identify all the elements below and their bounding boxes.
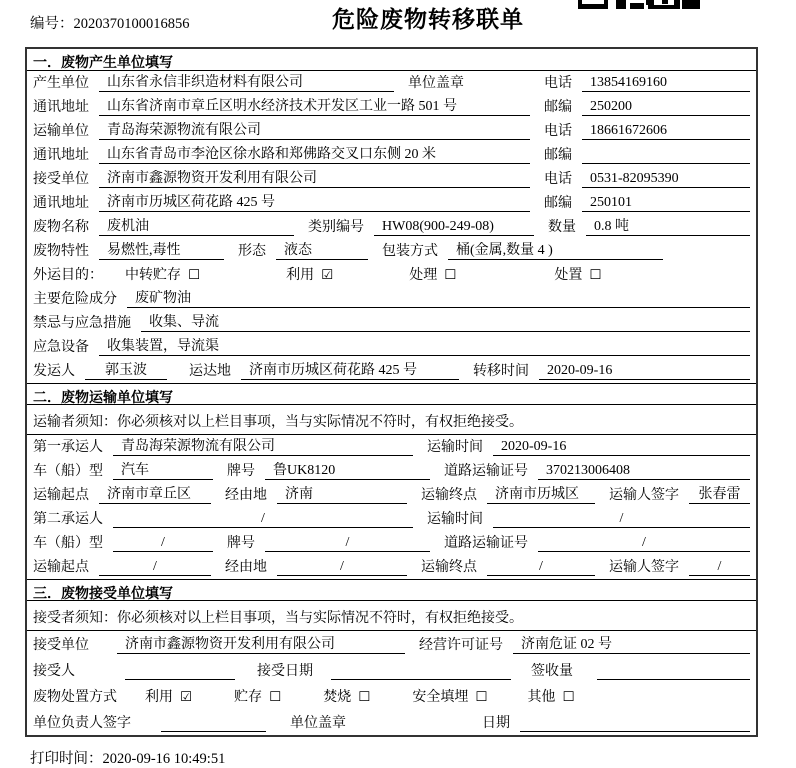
row-waste-name [27,215,756,239]
checkbox-landfill: ☐ [475,689,488,705]
equipment-value: 收集装置，导流渠 [99,338,750,356]
checkbox-transit-storage: ☐ [188,267,201,283]
second-carrier-value: / [113,510,413,528]
checkbox-storage: ☐ [269,689,282,705]
row-shipper [27,359,756,383]
carrier-sign-label: 运输人签字 [609,560,679,575]
transfer-time-label: 转移时间 [473,364,529,379]
row-producer [27,71,756,95]
road-license2-value: / [538,534,750,552]
via-label: 经由地 [225,560,267,575]
option-label: 处置 [554,268,583,283]
address-label: 通讯地址 [33,196,89,211]
producer-value: 山东省永信非织造材料有限公司 [99,74,394,92]
quantity-label: 数量 [548,220,576,235]
manager-sign-value [161,731,266,732]
disposal-option-landfill [412,689,487,706]
via1-value: 济南 [277,486,407,504]
zip-label: 邮编 [544,100,572,115]
transporter-notice: 运输者须知：你必须核对以上栏目事项，当与实际情况不符时，有权拒绝接受。 [27,405,756,435]
date-label: 日期 [482,716,510,731]
address-label: 通讯地址 [33,148,89,163]
option-label: 贮存 [234,690,263,705]
origin-label: 运输起点 [33,488,89,503]
road-license-label: 道路运输证号 [444,536,528,551]
purpose-option-treatment [409,267,456,284]
section2-header: 二．废物运输单位填写 [27,383,756,405]
print-time-label: 打印时间： [30,751,103,767]
phone-label: 电话 [544,172,572,187]
character-label: 废物特性 [33,244,89,259]
disposal-option-reuse [145,689,192,706]
purpose-option-transit-storage [125,267,200,284]
producer-address-value: 山东省济南市章丘区明水经济技术开发区工业一路 501 号 [99,98,530,116]
emergency-value: 收集、导流 [141,314,750,332]
print-time-value: 2020-09-16 10:49:51 [102,751,226,767]
endpoint-label: 运输终点 [421,560,477,575]
print-time-line [30,747,225,768]
row-hazard-components [27,287,756,311]
vehicle-type1-value: 汽车 [113,462,213,480]
carrier-sign1-value: 张春雷 [689,486,750,504]
purpose-option-reuse [286,267,333,284]
endpoint1-value: 济南市历城区 [487,486,595,504]
hazard-value: 废矿物油 [127,290,750,308]
checkbox-disposal: ☐ [589,267,602,283]
transporter-label: 运输单位 [33,124,89,139]
second-carrier-label: 第二承运人 [33,512,103,527]
row-waste-character [27,239,756,263]
carrier-sign-label: 运输人签字 [609,488,679,503]
row-emergency-measures [27,311,756,335]
form-label: 形态 [238,244,266,259]
row-route1 [27,483,756,507]
unit-seal-label: 单位盖章 [290,716,346,731]
phone-label: 电话 [544,124,572,139]
permit-label: 经营许可证号 [419,638,503,653]
section1-header: 一．废物产生单位填写 [27,49,756,71]
option-label: 中转贮存 [125,268,181,283]
row-transporter [27,119,756,143]
first-carrier-label: 第一承运人 [33,440,103,455]
option-label: 安全填埋 [412,690,469,705]
waste-name-label: 废物名称 [33,220,89,235]
receiving-unit-label: 接受单位 [33,638,89,653]
phone-label: 电话 [544,76,572,91]
transfer-time-value: 2020-09-16 [539,362,750,380]
option-label: 其他 [527,690,556,705]
row-second-carrier [27,507,756,531]
producer-phone-value: 13854169160 [582,74,750,92]
row-receiving-unit [27,631,756,657]
waste-name-value: 废机油 [99,218,294,236]
road-license-label: 道路运输证号 [444,464,528,479]
zip-label: 邮编 [544,148,572,163]
checkbox-incineration: ☐ [358,689,371,705]
endpoint-label: 运输终点 [421,488,477,503]
checkbox-treatment: ☐ [444,267,457,283]
option-label: 处理 [409,268,438,283]
vehicle-type-label: 车（船）型 [33,536,103,551]
serial-label: 编号： [30,16,74,32]
road-license1-value: 370213006408 [538,462,750,480]
zip-label: 邮编 [544,196,572,211]
disposal-option-other [527,689,574,706]
producer-zip-value: 250200 [582,98,750,116]
plate1-value: 鲁UK8120 [265,462,430,480]
transport-time2-value: / [493,510,750,528]
shipper-label: 发运人 [33,364,75,379]
receiver-value: 济南市鑫源物资开发利用有限公司 [99,170,530,188]
transporter-address-value: 山东省青岛市李沧区徐水路和郑佛路交叉口东侧 20 米 [99,146,530,164]
option-label: 利用 [286,268,315,283]
row-emergency-equipment [27,335,756,359]
section3-header: 三．废物接受单位填写 [27,579,756,601]
disposal-method-label: 废物处置方式 [33,690,117,705]
form-value: 液态 [276,242,368,260]
receive-date-label: 接受日期 [257,664,313,679]
transporter-phone-value: 18661672606 [582,122,750,140]
via2-value: / [277,558,407,576]
option-label: 焚烧 [323,690,352,705]
receiving-unit-value: 济南市鑫源物资开发利用有限公司 [117,636,405,654]
unit-seal-label: 单位盖章 [408,76,464,91]
receiver-phone-value: 0531-82095390 [582,170,750,188]
packing-value: 桶(金属,数量 4 ) [448,242,663,260]
receiver-address-value: 济南市历城区荷花路 425 号 [99,194,530,212]
receiver-notice: 接受者须知：你必须核对以上栏目事项，当与实际情况不符时，有权拒绝接受。 [27,601,756,631]
vehicle-type-label: 车（船）型 [33,464,103,479]
receiver-zip-value: 250101 [582,194,750,212]
vehicle-type2-value: / [113,534,213,552]
recipient-label: 接受人 [33,664,75,679]
origin1-value: 济南市章丘区 [99,486,211,504]
plate-label: 牌号 [227,536,255,551]
checkbox-reuse: ☑ [180,689,193,705]
row-transfer-purpose [27,263,756,287]
recipient-value [125,679,235,680]
checkbox-other: ☐ [562,689,575,705]
transport-time-label: 运输时间 [427,440,483,455]
qr-code-fragment [578,0,700,9]
hazard-label: 主要危险成分 [33,292,117,307]
disposal-option-storage [234,689,281,706]
transport-time-label: 运输时间 [427,512,483,527]
category-value: HW08(900-249-08) [374,218,534,236]
row-transporter-address [27,143,756,167]
row-vehicle1 [27,459,756,483]
date-value [520,731,750,732]
destination-value: 济南市历城区荷花路 425 号 [241,362,459,380]
form-table [25,47,758,737]
row-manager-signature [27,709,756,735]
page-title: 危险废物转移联单 [332,7,524,32]
character-value: 易燃性,毒性 [99,242,224,260]
receive-date-value [331,679,511,680]
row-disposal-method [27,683,756,709]
received-amount-value [597,679,750,680]
row-route2 [27,555,756,579]
transporter-zip-value [582,163,750,164]
first-carrier-value: 青岛海荣源物流有限公司 [113,438,413,456]
carrier-sign2-value: / [689,558,750,576]
checkbox-reuse: ☑ [321,267,334,283]
serial-number-line [30,12,190,33]
row-vehicle2 [27,531,756,555]
plate-label: 牌号 [227,464,255,479]
origin2-value: / [99,558,211,576]
origin-label: 运输起点 [33,560,89,575]
row-first-carrier [27,435,756,459]
option-label: 利用 [145,690,173,705]
serial-number: 2020370100016856 [73,16,190,32]
manager-sign-label: 单位负责人签字 [33,716,131,731]
destination-label: 运达地 [189,364,231,379]
row-receiver [27,167,756,191]
endpoint2-value: / [487,558,595,576]
transport-time1-value: 2020-09-16 [493,438,750,456]
equipment-label: 应急设备 [33,340,89,355]
shipper-value: 郭玉波 [85,362,167,380]
row-recipient [27,657,756,683]
packing-label: 包装方式 [382,244,438,259]
purpose-label: 外运目的： [33,268,103,283]
permit-value: 济南危证 02 号 [513,636,750,654]
producer-label: 产生单位 [33,76,89,91]
via-label: 经由地 [225,488,267,503]
disposal-option-incineration [323,689,370,706]
emergency-label: 禁忌与应急措施 [33,316,131,331]
address-label: 通讯地址 [33,100,89,115]
plate2-value: / [265,534,430,552]
row-receiver-address [27,191,756,215]
row-producer-address [27,95,756,119]
category-label: 类别编号 [308,220,364,235]
purpose-option-disposal [554,267,601,284]
transporter-value: 青岛海荣源物流有限公司 [99,122,530,140]
received-amount-label: 签收量 [531,664,573,679]
receiver-label: 接受单位 [33,172,89,187]
quantity-value: 0.8 吨 [586,218,750,236]
